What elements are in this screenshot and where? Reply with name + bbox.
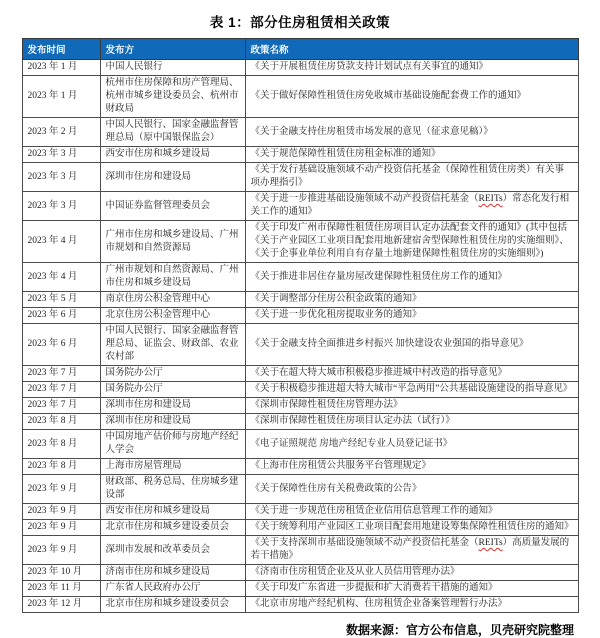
date-cell: 2023 年 1 月 <box>22 60 100 76</box>
date-cell: 2023 年 3 月 <box>22 147 100 163</box>
policy-cell: 《关于积极稳步推进超大特大城市“平急两用”公共基础设施建设的指导意见》 <box>245 382 578 398</box>
policy-cell: 《关于统筹利用产业园区工业项目配套用地建设筹集保障性租赁住房的通知》 <box>245 520 578 536</box>
publisher-cell: 财政部、税务总局、住房城乡建设部 <box>100 475 245 504</box>
date-cell: 2023 年 9 月 <box>22 504 100 520</box>
publisher-cell: 西安市住房和城乡建设局 <box>100 504 245 520</box>
policy-cell: 《济南市住房租赁企业及从业人员信用管理办法》 <box>245 565 578 581</box>
publisher-cell: 深圳市住房和建设局 <box>100 163 245 192</box>
publisher-cell: 南京住房公积金管理中心 <box>100 292 245 308</box>
table-row <box>22 382 578 398</box>
publisher-cell: 深圳市住房和建设局 <box>100 398 245 414</box>
column-header-date: 发布时间 <box>22 39 100 60</box>
date-cell: 2023 年 1 月 <box>22 76 100 118</box>
publisher-cell: 北京住房公积金管理中心 <box>100 308 245 324</box>
publisher-cell: 中国人民银行、国家金融监督管理总局（原中国银保监会） <box>100 118 245 147</box>
publisher-cell: 西安市住房和城乡建设局 <box>100 147 245 163</box>
policy-cell: 《关于金融支持全面推进乡村振兴 加快建设农业强国的指导意见》 <box>245 324 578 366</box>
publisher-cell: 中国证券监督管理委员会 <box>100 192 245 221</box>
spellcheck-underline: REITs <box>478 194 503 204</box>
policy-cell: 《关于开展租赁住房贷款支持计划试点有关事宜的通知》 <box>245 60 578 76</box>
date-cell: 2023 年 4 月 <box>22 263 100 292</box>
table-row <box>22 565 578 581</box>
policy-cell: 《关于支持深圳市基础设施领域不动产投资信托基金（REITs）高质量发展的若干措施》 <box>245 536 578 565</box>
publisher-cell: 深圳市发展和改革委员会 <box>100 536 245 565</box>
table-row <box>22 308 578 324</box>
table-row <box>22 430 578 459</box>
publisher-cell: 中国房地产估价师与房地产经纪人学会 <box>100 430 245 459</box>
table-row <box>22 76 578 118</box>
header-row <box>22 39 578 60</box>
publisher-cell: 广东省人民政府办公厅 <box>100 581 245 597</box>
date-cell: 2023 年 9 月 <box>22 475 100 504</box>
column-header-policy: 政策名称 <box>245 39 578 60</box>
policy-cell: 《电子证照规范 房地产经纪专业人员登记证书》 <box>245 430 578 459</box>
date-cell: 2023 年 2 月 <box>22 118 100 147</box>
policy-cell: 《关于进一步推进基础设施领域不动产投资信托基金（REITs）常态化发行相关工作的通知》 <box>245 192 578 221</box>
table-row <box>22 520 578 536</box>
date-cell: 2023 年 12 月 <box>22 597 100 613</box>
publisher-cell: 国务院办公厅 <box>100 382 245 398</box>
publisher-cell: 广州市规划和自然资源局、广州市住房和城乡建设局 <box>100 263 245 292</box>
table-row <box>22 221 578 263</box>
table-row <box>22 414 578 430</box>
publisher-cell: 中国人民银行、国家金融监督管理总局、证监会、财政部、农业农村部 <box>100 324 245 366</box>
publisher-cell: 北京市住房和城乡建设委员会 <box>100 520 245 536</box>
publisher-cell: 国务院办公厅 <box>100 366 245 382</box>
table-row <box>22 60 578 76</box>
table-row <box>22 263 578 292</box>
policy-cell: 《深圳市保障性租赁住房项目认定办法（试行）》 <box>245 414 578 430</box>
policy-cell: 《关于进一步优化租房提取业务的通知》 <box>245 308 578 324</box>
date-cell: 2023 年 8 月 <box>22 459 100 475</box>
date-cell: 2023 年 9 月 <box>22 536 100 565</box>
policy-cell: 《关于印发广东省进一步提振和扩大消费若干措施的通知》 <box>245 581 578 597</box>
date-cell: 2023 年 8 月 <box>22 430 100 459</box>
publisher-cell: 济南市住房和城乡建设局 <box>100 565 245 581</box>
table-row <box>22 118 578 147</box>
policy-cell: 《关于进一步规范住房租赁企业信用信息管理工作的通知》 <box>245 504 578 520</box>
spellcheck-underline: REITs <box>478 538 503 548</box>
table-row <box>22 475 578 504</box>
table-row <box>22 536 578 565</box>
policy-cell: 《关于调整部分住房公积金政策的通知》 <box>245 292 578 308</box>
policy-cell: 《关于金融支持住房租赁市场发展的意见（征求意见稿）》 <box>245 118 578 147</box>
policy-cell: 《关于规范保障性租赁住房租金标准的通知》 <box>245 147 578 163</box>
policy-cell: 《关于发行基础设施领域不动产投资信托基金（保障性租赁住房类）有关事项办理指引》 <box>245 163 578 192</box>
table-row <box>22 147 578 163</box>
table-row <box>22 459 578 475</box>
table-row <box>22 163 578 192</box>
publisher-cell: 上海市房屋管理局 <box>100 459 245 475</box>
policy-cell: 《北京市房地产经纪机构、住房租赁企业备案管理暂行办法》 <box>245 597 578 613</box>
date-cell: 2023 年 11 月 <box>22 581 100 597</box>
table-row <box>22 292 578 308</box>
publisher-cell: 深圳市住房和建设局 <box>100 414 245 430</box>
policy-cell: 《上海市住房租赁公共服务平台管理规定》 <box>245 459 578 475</box>
policy-cell: 《关于推进非居住存量房屋改建保障性租赁住房工作的通知》 <box>245 263 578 292</box>
table-row <box>22 504 578 520</box>
table-row <box>22 366 578 382</box>
table-row <box>22 398 578 414</box>
column-header-publisher: 发布方 <box>100 39 245 60</box>
table-row <box>22 597 578 613</box>
publisher-cell: 杭州市住房保障和房产管理局、杭州市城乡建设委员会、杭州市财政局 <box>100 76 245 118</box>
policy-cell: 《关于做好保障性租赁住房免收城市基础设施配套费工作的通知》 <box>245 76 578 118</box>
date-cell: 2023 年 7 月 <box>22 398 100 414</box>
date-cell: 2023 年 5 月 <box>22 292 100 308</box>
date-cell: 2023 年 3 月 <box>22 192 100 221</box>
table-title: 表 1：部分住房租赁相关政策 <box>209 15 391 30</box>
date-cell: 2023 年 6 月 <box>22 324 100 366</box>
date-cell: 2023 年 9 月 <box>22 520 100 536</box>
policy-table <box>22 38 579 613</box>
date-cell: 2023 年 8 月 <box>22 414 100 430</box>
date-cell: 2023 年 6 月 <box>22 308 100 324</box>
date-cell: 2023 年 7 月 <box>22 366 100 382</box>
publisher-cell: 中国人民银行 <box>100 60 245 76</box>
table-row <box>22 192 578 221</box>
date-cell: 2023 年 3 月 <box>22 163 100 192</box>
date-cell: 2023 年 7 月 <box>22 382 100 398</box>
policy-cell: 《深圳市保障性租赁住房管理办法》 <box>245 398 578 414</box>
data-source-note: 数据来源：官方公布信息，贝壳研究院整理 <box>345 623 574 637</box>
publisher-cell: 北京市住房和城乡建设委员会 <box>100 597 245 613</box>
policy-cell: 《关于在超大特大城市积极稳步推进城中村改造的指导意见》 <box>245 366 578 382</box>
date-cell: 2023 年 10 月 <box>22 565 100 581</box>
date-cell: 2023 年 4 月 <box>22 221 100 263</box>
policy-cell: 《关于保障性住房有关税费政策的公告》 <box>245 475 578 504</box>
table-row <box>22 581 578 597</box>
publisher-cell: 广州市住房和城乡建设局、广州市规划和自然资源局 <box>100 221 245 263</box>
policy-cell: 《关于印发广州市保障性租赁住房项目认定办法配套文件的通知》(其中包括《关于产业园区工业项目配套用地新建宿舍型保障性租赁住房的实施细则》、《关于企事业单位利用自有存量土地新建保障性租赁住房的实施细则》) <box>245 221 578 263</box>
table-row <box>22 324 578 366</box>
